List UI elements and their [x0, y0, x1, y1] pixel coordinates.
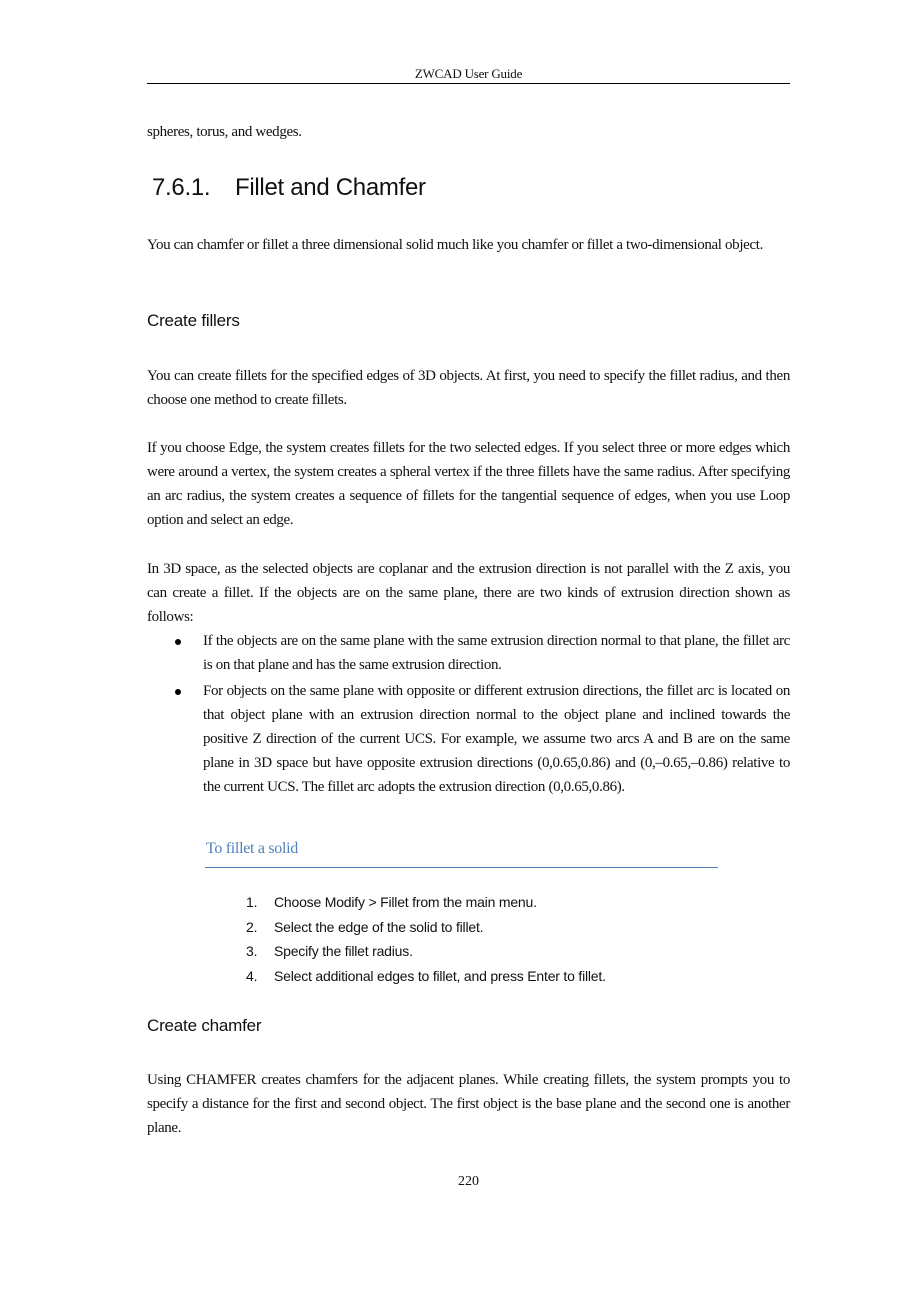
procedure-title: To fillet a solid [206, 840, 298, 857]
bullet-text: For objects on the same plane with opposite or different extrusion directions, the fillet arc is located on that object plane with an extrusion direction normal to the object plane and inclined towards the positive Z direction of the current UCS. For example, we assume two arcs A and B are on the same plane in 3D space but have opposite extrusion directions (0,0.65,0.86) and (0,–0.65,–0.86) relative to the current UCS. The fillet arc adopts the extrusion direction (0,0.65,0.86). [203, 683, 790, 795]
step-text: Choose Modify > Fillet from the main menu. [274, 894, 537, 910]
chamfer-paragraph: Using CHAMFER creates chamfers for the adjacent planes. While creating fillets, the system prompts you to specify a distance for the first and second object. The first object is the base plane and the second one is another plane. [147, 1072, 790, 1136]
section-intro: You can chamfer or fillet a three dimensional solid much like you chamfer or fillet a two-dimensional object. [147, 237, 763, 253]
section-number: 7.6.1. [152, 174, 211, 201]
create-chamfer-heading: Create chamfer [147, 1016, 262, 1035]
step-item [246, 915, 606, 940]
step-number: 4. [246, 967, 258, 984]
bullet-item [147, 679, 790, 799]
fillers-paragraph-2: If you choose Edge, the system creates fillets for the two selected edges. If you select three or more edges which were around a vertex, the system creates a spheral vertex if the three fillets have the same radius. After specifying an arc radius, the system creates a sequence of fillets for the tangential sequence of edges, when you use Loop option and select an edge. [147, 440, 790, 528]
section-heading [152, 174, 426, 202]
step-number: 3. [246, 943, 258, 959]
step-text: Select the edge of the solid to fillet. [274, 918, 484, 935]
step-number: 1. [246, 894, 258, 910]
page-number: 220 [458, 1174, 479, 1189]
step-item [246, 890, 606, 915]
bullet-item [147, 629, 790, 677]
step-item [246, 964, 606, 989]
extrusion-bullet-list [147, 629, 790, 799]
bullet-icon [175, 639, 181, 645]
step-item [246, 939, 606, 964]
step-text: Select additional edges to fillet, and press Enter to fillet. [274, 967, 606, 984]
header-divider [147, 83, 790, 84]
create-fillers-heading: Create fillers [147, 311, 240, 330]
bullet-text: If the objects are on the same plane with the same extrusion direction normal to that plane, the fillet arc is on that plane and has the same extrusion direction. [203, 633, 790, 673]
fillers-paragraph-1: You can create fillets for the specified edges of 3D objects. At first, you need to specify the fillet radius, and then choose one method to create fillets. [147, 368, 790, 408]
step-text: Specify the fillet radius. [274, 943, 413, 959]
fillers-paragraph-3: In 3D space, as the selected objects are coplanar and the extrusion direction is not parallel with the Z axis, you can create a fillet. If the objects are on the same plane, there are two kinds of extrusion direction shown as follows: [147, 561, 790, 625]
procedure-steps [246, 890, 606, 988]
page-header-title: ZWCAD User Guide [414, 66, 523, 81]
step-number: 2. [246, 918, 258, 935]
intro-fragment: spheres, torus, and wedges. [147, 124, 302, 140]
bullet-icon [175, 689, 181, 695]
section-title: Fillet and Chamfer [235, 174, 426, 201]
procedure-divider [205, 867, 718, 868]
